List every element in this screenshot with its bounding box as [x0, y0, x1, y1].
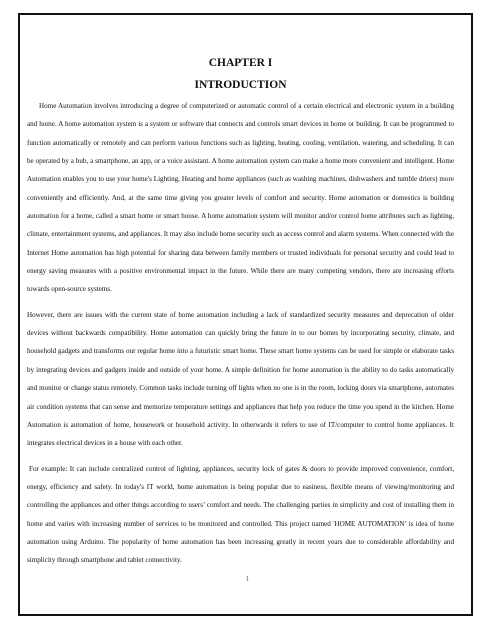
chapter-title: INTRODUCTION — [194, 79, 287, 91]
paragraph-2: However, there are issues with the current state of home automation including a lack of standardized security measures and deprecation of older devices without backwards compatibility. Home automation can quickly bring the future in to our homes by incorporating security, climate, and household gadgets and transforms our regular home into a futuristic smart home. These smart home systems can be used for simple or elaborate tasks by integrating devices and gadgets inside and outside of your home. A simple definition for home automation is the ability to do tasks automatically and monitor or change status remotely. Common tasks include turning off lights when no one is in the room, locking doors via smartphone, automates air condition systems that can sense and memorize temperature settings and appliances that help you reduce the time you spend in the kitchen. Home Automation is automation of home, housework or household activity. In otherwards it refers to use of IT/computer to control home appliances. It integrates electrical devices in a house with each other. — [27, 310, 454, 448]
paragraph-3: For example: It can include centralized control of lighting, appliances, security lock of gates & doors to provide improved convenience, comfort, energy, efficiency and safety. In today's IT world, home automation is being popular due to easiness, flexible means of viewing/monitoring and controlling the appliances and other things according to users’ comfort and needs. The challenging parties in simplicity and cost of installing them in home and varies with increasing number of services to be monitored and controlled. This project named 'HOME AUTOMATION’ is idea of home automation using Arduino. The popularity of home automation has been increasing greatly in recent years due to considerable affordability and simplicity through smartphone and tablet connectivity. — [27, 464, 454, 565]
page-number: 1 — [245, 574, 250, 583]
page-content — [27, 27, 454, 570]
chapter-label: CHAPTER I — [208, 57, 273, 69]
paragraph-1: Home Automation involves introducing a degree of computerized or automatic control of a certain electrical and electronic system in a building and home. A home automation system is a system or software that connects and controls smart devices in home or building. It can be programmed to function automatically or remotely and can perform various functions such as lighting, heating, cooling, ventilation, watering, and scheduling. It can be operated by a hub, a smartphone, an app, or a voice assistant. A home automation system can make a home more convenient and intelligent. Home Automation enables you to use your home's Lighting, Heating and home appliances (such as washing machines, dishwashers and tumble driers) more conveniently and efficiently. And, at the same time giving you greater levels of comfort and security. Home automation or domestics is building automation for a home, called a smart home or smart house. A home automation system will monitor and/or control home attributes such as lighting, climate, entertainment systems, and appliances. It may also include home security such as access control and alarm systems. When connected with the Internet Home automation has high potential for sharing data between family members or trusted individuals for personal security and could lead to energy saving measures with a positive environmental impact in the future. While there are many competing vendors, there are increasing efforts towards open-source systems. — [27, 102, 454, 294]
